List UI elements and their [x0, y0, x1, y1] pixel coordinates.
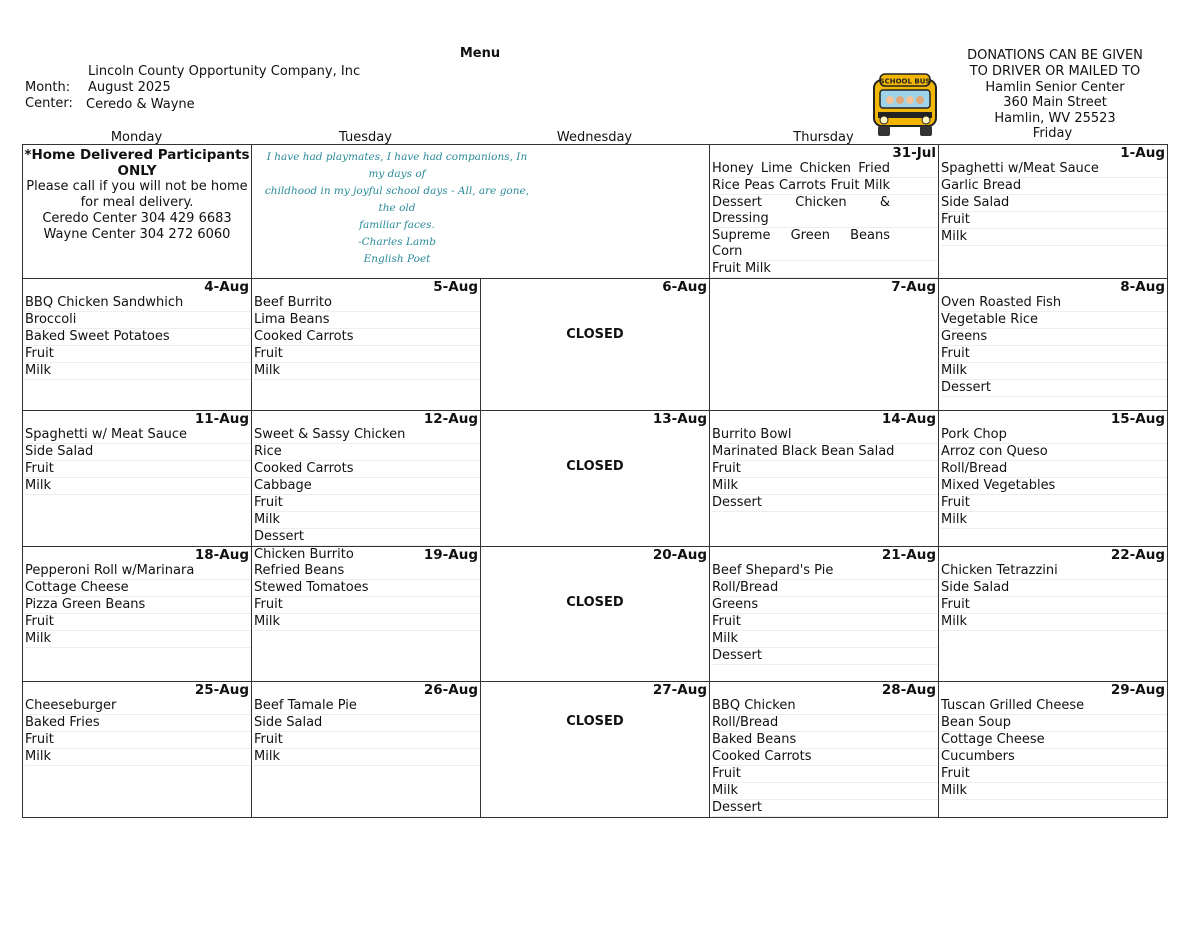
day-date: 8-Aug [1120, 279, 1165, 295]
day-header-thursday: Thursday [793, 130, 854, 145]
menu-item: Baked Fries [25, 715, 251, 732]
menu-item: Garlic Bread [941, 178, 1167, 195]
donations-line: Hamlin, WV 25523 [994, 111, 1116, 127]
menu-item: Fruit [254, 346, 480, 363]
menu-list [939, 427, 1167, 529]
menu-item: BBQ Chicken Sandwhich [25, 295, 251, 312]
notice-only: ONLY [117, 163, 157, 179]
menu-list [939, 295, 1167, 397]
menu-item: Cottage Cheese [941, 732, 1167, 749]
day-date: 19-Aug [423, 547, 478, 563]
day-cell [23, 279, 252, 411]
menu-calendar [22, 144, 1168, 818]
menu-item: Marinated Black Bean Salad [712, 444, 938, 461]
quote-author: -Charles Lamb [358, 236, 436, 248]
menu-item: Fruit [712, 614, 938, 631]
menu-item: Cooked Carrots [254, 461, 480, 478]
day-header-tuesday: Tuesday [339, 130, 392, 145]
menu-item: Fruit Milk [712, 261, 938, 278]
menu-list [23, 427, 251, 495]
day-date: 7-Aug [891, 279, 936, 295]
menu-item: Milk [712, 783, 938, 800]
menu-item: Dessert [254, 529, 480, 546]
day-date: 1-Aug [1120, 145, 1165, 161]
day-cell [252, 547, 481, 682]
quote-line: childhood in my joyful school days - All, are gone, the old [264, 185, 530, 214]
calendar-week [23, 682, 1168, 818]
menu-item: Dessert Chicken & Dressing [712, 195, 938, 228]
day-date: 27-Aug [652, 682, 707, 698]
menu-item: Cottage Cheese [25, 580, 251, 597]
menu-item: Spaghetti w/Meat Sauce [941, 161, 1167, 178]
menu-item: Cheeseburger [25, 698, 251, 715]
menu-item: Milk [25, 478, 251, 495]
menu-item: Milk [941, 614, 1167, 631]
donations-notice [940, 48, 1170, 127]
menu-item: Vegetable Rice [941, 312, 1167, 329]
day-date: 20-Aug [652, 547, 707, 563]
menu-item: Milk [25, 363, 251, 380]
menu-item: Arroz con Queso [941, 444, 1167, 461]
day-cell [710, 145, 939, 279]
menu-title: Menu [459, 46, 501, 61]
donations-line: 360 Main Street [1003, 95, 1107, 111]
menu-item: Spaghetti w/ Meat Sauce [25, 427, 251, 444]
notice-line: for meal delivery. [80, 195, 194, 210]
day-cell [23, 411, 252, 547]
menu-item: Cucumbers [941, 749, 1167, 766]
menu-item: Rice Peas Carrots Fruit Milk [712, 178, 938, 195]
menu-item: Beef Burrito [254, 295, 480, 312]
day-cell [481, 279, 710, 411]
day-date: 28-Aug [881, 682, 936, 698]
menu-list [939, 563, 1167, 631]
menu-item: Cooked Carrots [712, 749, 938, 766]
day-cell [939, 547, 1168, 682]
menu-item: Sweet & Sassy Chicken [254, 427, 480, 444]
menu-item: Fruit [941, 495, 1167, 512]
menu-item: Side Salad [941, 195, 1167, 212]
menu-list [710, 698, 938, 817]
menu-list [710, 427, 938, 512]
donations-line: TO DRIVER OR MAILED TO [969, 63, 1141, 79]
day-date: 29-Aug [1110, 682, 1165, 698]
donations-line: Hamlin Senior Center [985, 79, 1125, 95]
day-date: 13-Aug [652, 411, 707, 427]
day-date: 12-Aug [423, 411, 478, 427]
menu-item: Pizza Green Beans [25, 597, 251, 614]
menu-item: Side Salad [254, 715, 480, 732]
center-value: Ceredo & Wayne [86, 97, 195, 112]
quote-line: familiar faces. [359, 219, 435, 231]
menu-item: Tuscan Grilled Cheese [941, 698, 1167, 715]
month-label: Month: [25, 80, 71, 95]
menu-item: Milk [941, 363, 1167, 380]
menu-list [23, 698, 251, 766]
menu-item: Burrito Bowl [712, 427, 938, 444]
menu-item: Dessert [712, 648, 938, 665]
day-header-friday: Friday [1032, 126, 1073, 141]
menu-item: Fruit [941, 766, 1167, 783]
menu-item: Fruit [25, 346, 251, 363]
menu-item: Milk [712, 631, 938, 648]
menu-item: Oven Roasted Fish [941, 295, 1167, 312]
calendar-week [23, 145, 1168, 279]
menu-item: Milk [254, 363, 480, 380]
menu-item: Dessert [941, 380, 1167, 397]
menu-item: Fruit [712, 766, 938, 783]
day-cell [710, 411, 939, 547]
day-cell [710, 547, 939, 682]
menu-item: Chicken Burrito [254, 547, 354, 562]
menu-item: Fruit [941, 346, 1167, 363]
quote-author-title: English Poet [363, 253, 431, 265]
menu-item: Fruit [941, 212, 1167, 229]
donations-line: DONATIONS CAN BE GIVEN [967, 48, 1143, 63]
menu-item: Fruit [25, 732, 251, 749]
menu-item: Dessert [712, 495, 938, 512]
day-cell [939, 279, 1168, 411]
menu-item: Milk [254, 614, 480, 631]
day-cell [939, 411, 1168, 547]
menu-item: BBQ Chicken [712, 698, 938, 715]
menu-item: Fruit [25, 614, 251, 631]
menu-item: Rice [254, 444, 480, 461]
day-cell [481, 682, 710, 818]
menu-item: Side Salad [941, 580, 1167, 597]
day-date: 11-Aug [194, 411, 249, 427]
day-cell [23, 682, 252, 818]
menu-item: Fruit [712, 461, 938, 478]
menu-list [252, 295, 480, 380]
day-cell [481, 411, 710, 547]
menu-list [23, 295, 251, 380]
menu-item: Cooked Carrots [254, 329, 480, 346]
menu-item: Fruit [254, 597, 480, 614]
quote-cell [252, 145, 710, 279]
menu-item: Dessert [712, 800, 938, 817]
day-date: 18-Aug [194, 547, 249, 563]
menu-item: Roll/Bread [941, 461, 1167, 478]
day-cell [23, 547, 252, 682]
day-cell [252, 682, 481, 818]
calendar-week [23, 279, 1168, 411]
menu-item: Cabbage [254, 478, 480, 495]
menu-item: Greens [712, 597, 938, 614]
day-date: 5-Aug [433, 279, 478, 295]
day-date: 6-Aug [662, 279, 707, 295]
menu-item: Baked Beans [712, 732, 938, 749]
menu-item: Honey Lime Chicken Fried [712, 161, 938, 178]
menu-item: Mixed Vegetables [941, 478, 1167, 495]
menu-item: Chicken Tetrazzini [941, 563, 1167, 580]
bus-sign: SCHOOL BUS [879, 77, 931, 86]
day-date: 25-Aug [194, 682, 249, 698]
menu-item: Pepperoni Roll w/Marinara [25, 563, 251, 580]
menu-list [23, 563, 251, 648]
menu-item: Milk [254, 749, 480, 766]
notice-line: Ceredo Center 304 429 6683 [42, 211, 232, 226]
menu-list [252, 427, 480, 546]
menu-item: Broccoli [25, 312, 251, 329]
menu-item: Bean Soup [941, 715, 1167, 732]
menu-item: Refried Beans [254, 563, 480, 580]
month-value: August 2025 [88, 80, 171, 95]
menu-list [939, 698, 1167, 800]
closed-label: CLOSED [566, 327, 624, 342]
calendar-week [23, 411, 1168, 547]
center-label: Center: [25, 96, 73, 111]
menu-item: Milk [25, 631, 251, 648]
day-cell [939, 145, 1168, 279]
menu-list [710, 563, 938, 665]
menu-item: Beef Shepard's Pie [712, 563, 938, 580]
day-date: 22-Aug [1110, 547, 1165, 563]
menu-item: Fruit [25, 461, 251, 478]
menu-item: Beef Tamale Pie [254, 698, 480, 715]
notice-line: Please call if you will not be home [26, 179, 248, 194]
menu-item: Fruit [941, 597, 1167, 614]
menu-item: Supreme Green Beans Corn [712, 228, 938, 261]
day-date: 26-Aug [423, 682, 478, 698]
calendar-week [23, 547, 1168, 682]
day-cell [252, 279, 481, 411]
day-date: 21-Aug [881, 547, 936, 563]
day-cell [252, 411, 481, 547]
menu-item: Roll/Bread [712, 580, 938, 597]
menu-item: Lima Beans [254, 312, 480, 329]
menu-item: Milk [941, 512, 1167, 529]
day-header-wednesday: Wednesday [556, 130, 633, 145]
menu-item: Fruit [254, 732, 480, 749]
organization-name: Lincoln County Opportunity Company, Inc [88, 64, 361, 79]
menu-item: Fruit [254, 495, 480, 512]
day-cell [939, 682, 1168, 818]
menu-item: Pork Chop [941, 427, 1167, 444]
menu-item: Side Salad [25, 444, 251, 461]
menu-item: Roll/Bread [712, 715, 938, 732]
menu-item: Milk [25, 749, 251, 766]
menu-list [252, 698, 480, 766]
notice-title: *Home Delivered Participants [24, 147, 250, 163]
home-delivery-notice [23, 145, 252, 279]
day-date: 31-Jul [892, 145, 936, 161]
day-date: 14-Aug [881, 411, 936, 427]
day-cell [710, 279, 939, 411]
menu-item: Greens [941, 329, 1167, 346]
closed-label: CLOSED [566, 459, 624, 474]
menu-item: Milk [254, 512, 480, 529]
quote-line: I have had playmates, I have had companions, In my days of [266, 151, 528, 180]
menu-item: Stewed Tomatoes [254, 580, 480, 597]
day-date: 4-Aug [204, 279, 249, 295]
menu-item: Milk [941, 783, 1167, 800]
day-date: 15-Aug [1110, 411, 1165, 427]
day-cell [710, 682, 939, 818]
menu-item: Baked Sweet Potatoes [25, 329, 251, 346]
menu-item: Milk [941, 229, 1167, 246]
closed-label: CLOSED [566, 714, 624, 729]
closed-label: CLOSED [566, 595, 624, 610]
menu-item: Milk [712, 478, 938, 495]
day-cell [481, 547, 710, 682]
notice-line: Wayne Center 304 272 6060 [43, 227, 231, 242]
day-header-monday: Monday [110, 130, 163, 145]
